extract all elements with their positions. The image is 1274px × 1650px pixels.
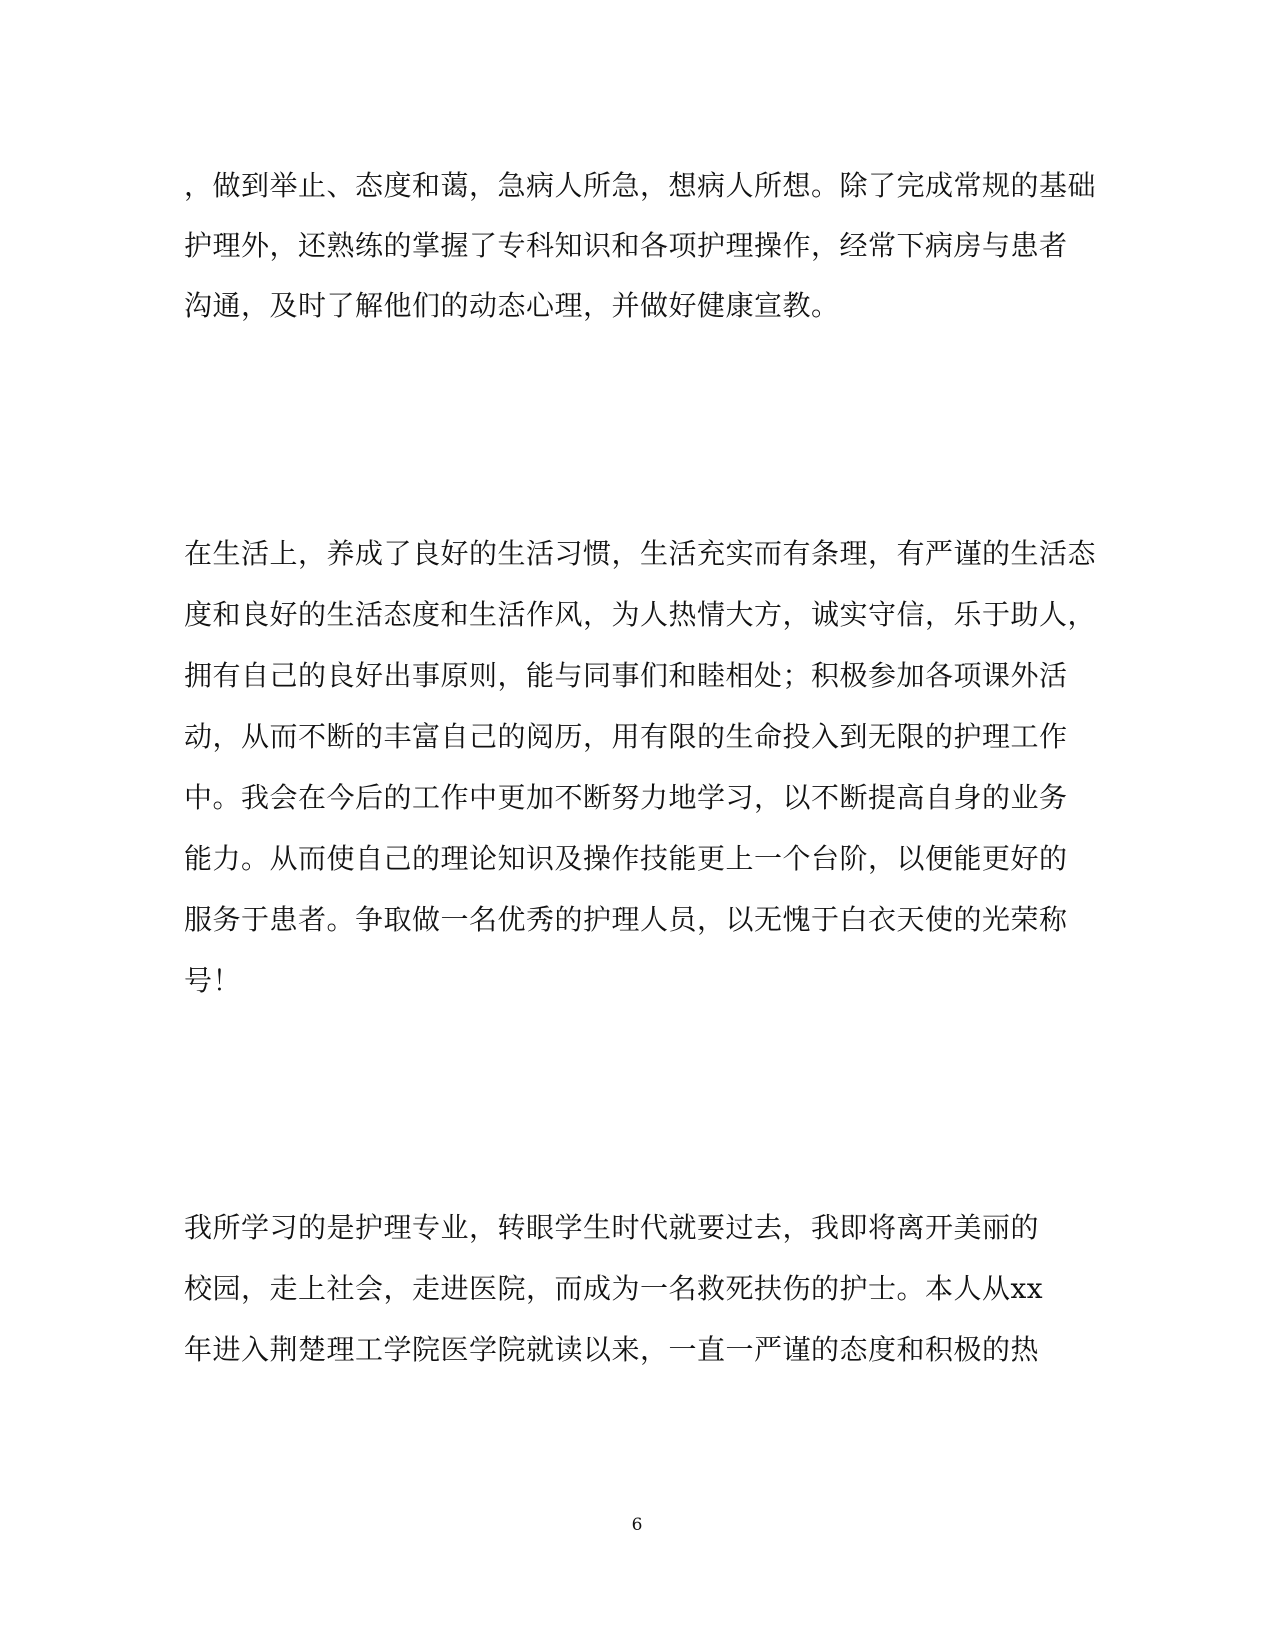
- paragraph-2-line-5: 中。我会在今后的工作中更加不断努力地学习，以不断提高自身的业务: [184, 781, 1068, 814]
- paragraph-3-line-1: 我所学习的是护理专业，转眼学生时代就要过去，我即将离开美丽的: [184, 1211, 1040, 1244]
- paragraph-2-line-1: 在生活上，养成了良好的生活习惯，生活充实而有条理，有严谨的生活态: [184, 537, 1097, 570]
- paragraph-2-line-7: 服务于患者。争取做一名优秀的护理人员，以无愧于白衣天使的光荣称: [184, 903, 1068, 936]
- paragraph-1-line-2: 护理外，还熟练的掌握了专科知识和各项护理操作，经常下病房与患者: [184, 229, 1068, 262]
- paragraph-2-line-3: 拥有自己的良好出事原则，能与同事们和睦相处；积极参加各项课外活: [184, 659, 1068, 692]
- paragraph-2-line-6: 能力。从而使自己的理论知识及操作技能更上一个台阶，以便能更好的: [184, 842, 1068, 875]
- paragraph-2-line-2: 度和良好的生活态度和生活作风，为人热情大方，诚实守信，乐于助人，: [184, 598, 1097, 631]
- page-number: 6: [631, 1515, 643, 1535]
- paragraph-3-line-3: 年进入荆楚理工学院医学院就读以来，一直一严谨的态度和积极的热: [184, 1333, 1040, 1366]
- paragraph-2-line-8: 号！: [184, 964, 242, 997]
- paragraph-3-line-2: 校园，走上社会，走进医院，而成为一名救死扶伤的护士。本人从xx: [184, 1272, 1044, 1305]
- paragraph-1-line-3: 沟通，及时了解他们的动态心理，并做好健康宣教。: [184, 289, 840, 322]
- paragraph-1-line-1: ，做到举止、态度和蔼，急病人所急，想病人所想。除了完成常规的基础: [184, 169, 1097, 202]
- paragraph-2-line-4: 动，从而不断的丰富自己的阅历，用有限的生命投入到无限的护理工作: [184, 720, 1068, 753]
